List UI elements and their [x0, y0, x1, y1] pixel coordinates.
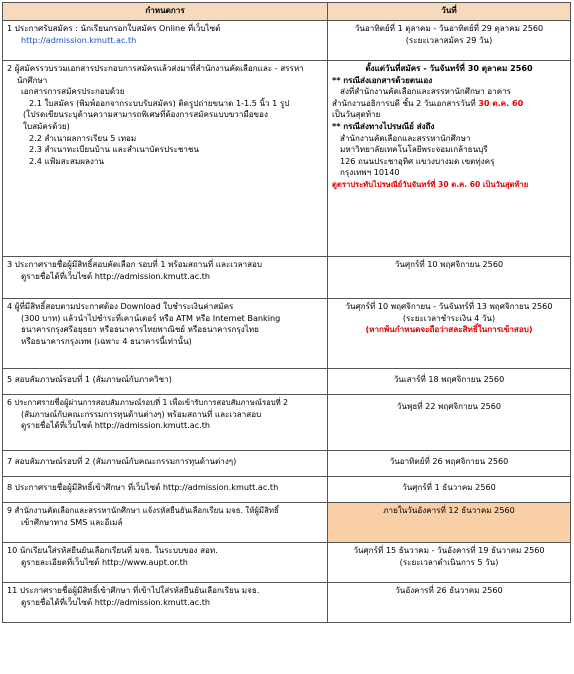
table-row — [3, 299, 571, 369]
table-row — [3, 395, 571, 451]
row-3-date: วันศุกร์ที่ 10 พฤศจิกายน 2560 — [328, 257, 571, 299]
row-2-activity: 2 ผู้สมัครรวบรวมเอกสารประกอบการสมัครแล้วส่งมาที่สำนักงานคัดเลือกและ - สรรหานักศึกษา เอกสารการสมัครประกอบด้วย 2.1 ใบสมัคร (พิมพ์ออกจากระบบรับสมัคร) ติดรูปถ่ายขนาด 1-1.5 นิ้ว 1 รูป (โปรดเขียนระบุด้านความสามารถพิเศษที่ต้องการสมัครแบบขวามือของ ใบสมัครด้วย) 2.2 สำเนาผลการเรียน 5 เทอม 2.3 สำเนาทะเบียนบ้าน และสำเนาบัตรประชาชน 2.4 แฟ้มสะสมผลงาน — [3, 61, 328, 257]
row-6-activity: 6 ประกาศรายชื่อผู้ผ่านการสอบสัมภาษณ์รอบที่ 1 เพื่อเข้ารับการสอบสัมภาษณ์รอบที่ 2 (สัมภาษณ์กับคณะกรรมการทุนด้านต่างๆ) พร้อมสถานที่ และเวลาสอบ ดูรายชื่อได้ที่เว็บไซต์ http://admission.kmutt.ac.th — [3, 395, 328, 451]
row-5-activity: 5 สอบสัมภาษณ์รอบที่ 1 (สัมภาษณ์กับภาควิชา) — [3, 369, 328, 395]
admission-link[interactable]: http://admission.kmutt.ac.th — [21, 34, 137, 45]
row-1-date: วันอาทิตย์ที่ 1 ตุลาคม - วันอาทิตย์ที่ 29 ตุลาคม 2560 (ระยะเวลาสมัคร 29 วัน) — [328, 21, 571, 61]
row-8-date: วันศุกร์ที่ 1 ธันวาคม 2560 — [328, 477, 571, 503]
row-11-date: วันอังคารที่ 26 ธันวาคม 2560 — [328, 583, 571, 623]
row-9-activity: 9 สำนักงานคัดเลือกและสรรหานักศึกษา แจ้งรหัสยืนยันเลือกเรียน มจธ. ให้ผู้มีสิทธิ์ เข้าศึกษาทาง SMS และอีเมล์ — [3, 503, 328, 543]
row-4-activity: 4 ผู้ที่มีสิทธิ์สอบตามประกาศต้อง Download ใบชำระเงินค่าสมัคร (300 บาท) แล้วนำไปชำระที่เคาน์เตอร์ หรือ ATM หรือ Internet Banking ธนาคารกรุงศรีอยุธยา หรือธนาคารไทยพาณิชย์ หรือธนาคารกรุงไทย หรือธนาคารกรุงเทพ (เฉพาะ 4 ธนาคารนี้เท่านั้น) — [3, 299, 328, 369]
row-10-activity: 10 นักเรียนใส่รหัสยืนยันเลือกเรียนที่ มจธ. ในระบบของ สอท. ดูรายละเอียดที่เว็บไซต์ http://www.aupt.or.th — [3, 543, 328, 583]
table-row — [3, 583, 571, 623]
table-row — [3, 257, 571, 299]
table-row — [3, 369, 571, 395]
table-row — [3, 451, 571, 477]
postmark-deadline: ดูตราประทับไปรษณีย์วันจันทร์ที่ 30 ต.ค. 60 เป็นวันสุดท้าย — [332, 179, 529, 189]
row-5-date: วันเสาร์ที่ 18 พฤศจิกายน 2560 — [328, 369, 571, 395]
table-row — [3, 477, 571, 503]
forfeit-warning: (หากพ้นกำหนดจะถือว่าสละสิทธิ์ในการเข้าสอบ) — [365, 324, 533, 335]
row-2-date: ตั้งแต่วันที่สมัคร - วันจันทร์ที่ 30 ตุลาคม 2560 ** กรณีส่งเอกสารด้วยตนเอง ส่งที่สำนักงานคัดเลือกและสรรหานักศึกษา อาคาร สำนักงานอธิการบดี ชั้น 2 วันเอกสารวันที่ 30 ต.ค. 60 เป็นวันสุดท้าย ** กรณีส่งทางไปรษณีย์ ส่งถึง สำนักงานคัดเลือกและสรรหานักศึกษา มหาวิทยาลัยเทคโนโลยีพระจอมเกล้าธนบุรี 126 ถนนประชาอุทิศ แขวงบางมด เขตทุ่งครุ กรุงเทพฯ 10140 ดูตราประทับไปรษณีย์วันจันทร์ที่ 30 ต.ค. 60 เป็นวันสุดท้าย — [328, 61, 571, 257]
deadline-highlight: 30 ต.ค. 60 — [478, 97, 524, 108]
row-10-date: วันศุกร์ที่ 15 ธันวาคม - วันอังคารที่ 19 ธันวาคม 2560 (ระยะเวลาดำเนินการ 5 วัน) — [328, 543, 571, 583]
row-3-activity: 3 ประกาศรายชื่อผู้มีสิทธิ์สอบคัดเลือก รอบที่ 1 พร้อมสถานที่ และเวลาสอบ ดูรายชื่อได้ที่เว็บไซต์ http://admission.kmutt.ac.th — [3, 257, 328, 299]
table-row — [3, 543, 571, 583]
row-7-activity: 7 สอบสัมภาษณ์รอบที่ 2 (สัมภาษณ์กับคณะกรรมการทุนด้านต่างๆ) — [3, 451, 328, 477]
table-header-row — [3, 3, 571, 21]
row-6-date: วันพุธที่ 22 พฤศจิกายน 2560 — [328, 395, 571, 451]
schedule-table — [2, 2, 571, 623]
table-row — [3, 21, 571, 61]
row-11-activity: 11 ประกาศรายชื่อผู้มีสิทธิ์เข้าศึกษา ที่เข้าไปใส่รหัสยืนยันเลือกเรียน มจธ. ดูรายชื่อได้ที่เว็บไซต์ http://admission.kmutt.ac.th — [3, 583, 328, 623]
row-4-date: วันศุกร์ที่ 10 พฤศจิกายน - วันจันทร์ที่ 13 พฤศจิกายน 2560 (ระยะเวลาชำระเงิน 4 วัน) (หากพ้นกำหนดจะถือว่าสละสิทธิ์ในการเข้าสอบ) — [328, 299, 571, 369]
row-9-date: ภายในวันอังคารที่ 12 ธันวาคม 2560 — [328, 503, 571, 543]
row-1-activity: 1 ประกาศรับสมัคร : นักเรียนกรอกใบสมัคร Online ที่เว็บไซต์ http://admission.kmutt.ac.th — [3, 21, 328, 61]
table-row — [3, 61, 571, 257]
row-7-date: วันอาทิตย์ที่ 26 พฤศจิกายน 2560 — [328, 451, 571, 477]
column-header-schedule: กำหนดการ — [3, 3, 328, 21]
row-8-activity: 8 ประกาศรายชื่อผู้มีสิทธิ์เข้าศึกษา ที่เว็บไซต์ http://admission.kmutt.ac.th — [3, 477, 328, 503]
table-row — [3, 503, 571, 543]
column-header-date: วันที่ — [328, 3, 571, 21]
